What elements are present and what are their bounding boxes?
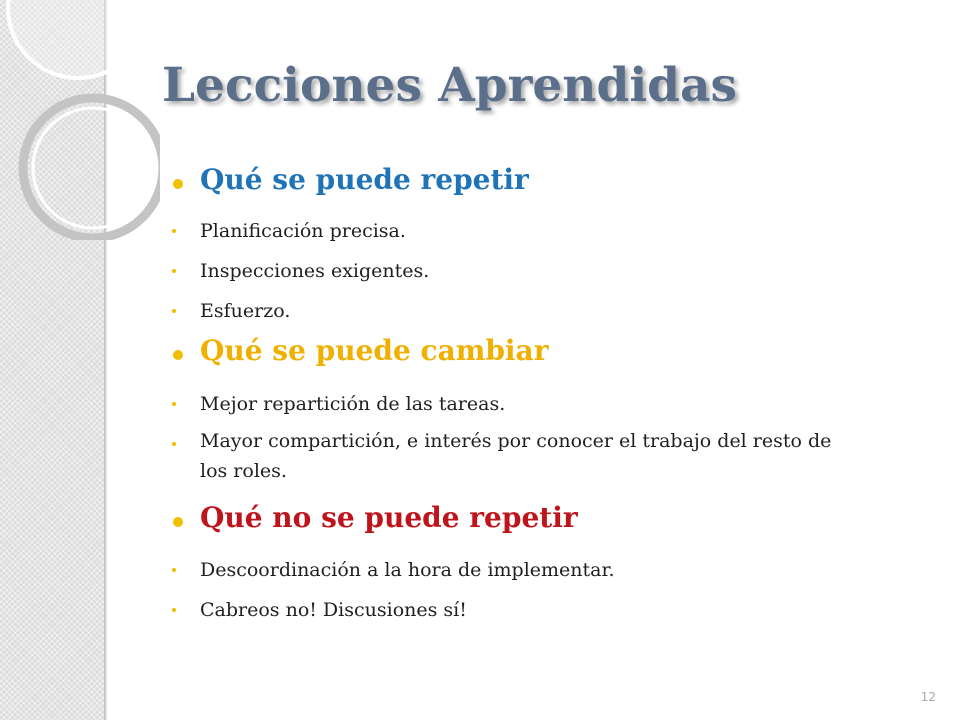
item-bullet <box>172 229 176 233</box>
section-heading-change: Qué se puede cambiar <box>200 334 549 367</box>
item-bullet <box>172 608 176 612</box>
section-bullet <box>173 517 183 527</box>
section-bullet <box>173 179 183 189</box>
list-item: Planificación precisa. <box>200 220 406 242</box>
section-heading-repeat: Qué se puede repetir <box>200 163 529 196</box>
page-number: 12 <box>920 690 936 704</box>
section-heading-no-repeat: Qué no se puede repetir <box>200 501 578 534</box>
list-item: Cabreos no! Discusiones sí! <box>200 599 467 621</box>
item-bullet <box>172 442 176 446</box>
list-item: Esfuerzo. <box>200 300 291 322</box>
list-item: Mayor compartición, e interés por conocer el trabajo del resto de los roles. <box>200 430 832 482</box>
list-item: Inspecciones exigentes. <box>200 260 430 282</box>
item-bullet <box>172 402 176 406</box>
section-bullet <box>173 350 183 360</box>
item-bullet <box>172 269 176 273</box>
slide-title: Lecciones Aprendidas <box>162 58 737 113</box>
item-bullet <box>172 309 176 313</box>
decorative-circles <box>0 0 160 240</box>
item-bullet <box>172 568 176 572</box>
list-item: Mejor repartición de las tareas. <box>200 393 506 415</box>
list-item: Descoordinación a la hora de implementar. <box>200 559 615 581</box>
